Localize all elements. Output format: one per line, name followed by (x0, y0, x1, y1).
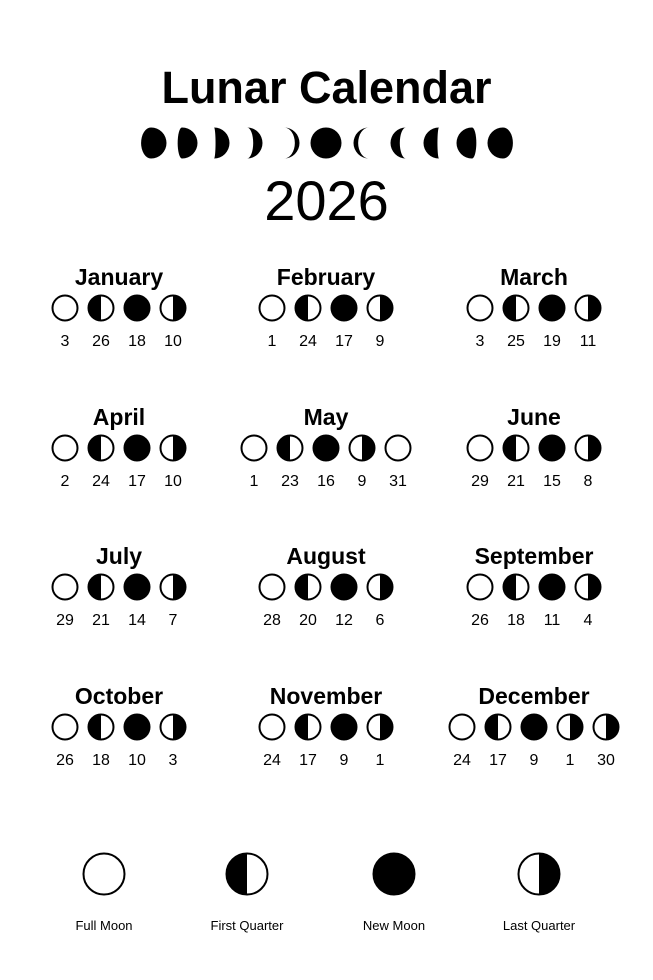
new-moon-icon (538, 294, 566, 322)
waxing-crescent-icon (457, 128, 477, 159)
last-quarter-icon (366, 573, 394, 601)
last-quarter-icon (159, 713, 187, 741)
first-quarter-icon (294, 294, 322, 322)
phase-date: 10 (164, 333, 182, 350)
last-quarter-icon (159, 294, 187, 322)
phase-dates-row (216, 611, 436, 631)
first-quarter-icon (87, 434, 115, 462)
first-quarter-icon (276, 434, 304, 462)
phase-date: 12 (335, 612, 353, 629)
new-moon-icon (324, 852, 464, 896)
moon-phase-row (424, 432, 644, 466)
waxing-crescent-icon (391, 128, 407, 159)
waxing-crescent-icon (354, 128, 370, 159)
legend-label: Full Moon (75, 918, 133, 933)
phase-date: 1 (565, 752, 575, 769)
phase-date: 2 (60, 473, 70, 490)
moon-phase-row (424, 711, 644, 745)
phase-date: 26 (56, 752, 74, 769)
first-quarter-icon (294, 713, 322, 741)
phase-date: 18 (92, 752, 110, 769)
phase-dates-row (216, 472, 436, 492)
phase-date: 7 (168, 612, 178, 629)
phase-date: 14 (128, 612, 146, 629)
month-name: January (74, 264, 164, 290)
new-moon-icon (330, 713, 358, 741)
moon-phase-row (9, 432, 229, 466)
phase-dates-row (424, 751, 644, 771)
full-moon-icon (258, 713, 286, 741)
phase-dates-row (9, 332, 229, 352)
first-quarter-icon (502, 573, 530, 601)
phase-date: 15 (543, 473, 561, 490)
first-quarter-icon (87, 294, 115, 322)
full-moon-icon (258, 294, 286, 322)
new-moon-icon (312, 434, 340, 462)
moon-phase-row (216, 292, 436, 326)
phase-date: 24 (453, 752, 471, 769)
last-quarter-icon (366, 713, 394, 741)
phase-date: 29 (471, 473, 489, 490)
full-moon-icon (258, 573, 286, 601)
phase-dates-row (9, 472, 229, 492)
phase-date: 18 (128, 333, 146, 350)
phase-date: 23 (281, 473, 299, 490)
phase-date: 8 (583, 473, 593, 490)
month-name: July (95, 543, 143, 569)
first-quarter-icon (87, 573, 115, 601)
month-name: September (474, 543, 594, 569)
full-moon-icon (51, 434, 79, 462)
month-name: April (92, 404, 146, 430)
phase-date: 31 (389, 473, 407, 490)
moon-phase-row (216, 571, 436, 605)
phase-date: 10 (164, 473, 182, 490)
new-moon-icon (538, 573, 566, 601)
phase-dates-row (424, 332, 644, 352)
first-quarter-icon (177, 852, 317, 896)
moon-phase-row (9, 292, 229, 326)
moon-phase-row (9, 571, 229, 605)
new-moon-icon (538, 434, 566, 462)
moon-phase-strip (0, 124, 653, 164)
waning-crescent-icon (141, 128, 166, 159)
legend-item-last (469, 852, 609, 934)
phase-date: 3 (475, 333, 485, 350)
new-moon-icon (123, 294, 151, 322)
full-moon-icon (51, 294, 79, 322)
phase-dates-row (424, 611, 644, 631)
last-quarter-icon (366, 294, 394, 322)
month-name: December (478, 683, 590, 709)
last-quarter-icon (159, 434, 187, 462)
phase-date: 21 (507, 473, 525, 490)
month-name: June (507, 404, 561, 430)
waning-crescent-icon (178, 128, 198, 159)
phase-date: 17 (489, 752, 507, 769)
phase-date: 11 (543, 612, 561, 629)
last-quarter-icon (556, 713, 584, 741)
new-moon-icon (330, 573, 358, 601)
phase-dates-row (9, 611, 229, 631)
moon-phase-row (424, 571, 644, 605)
phase-date: 29 (56, 612, 74, 629)
moon-phase-row (216, 432, 436, 466)
waning-crescent-icon (214, 128, 229, 159)
waning-crescent-icon (247, 128, 262, 159)
moon-phase-row (9, 711, 229, 745)
phase-date: 28 (263, 612, 281, 629)
phase-date: 9 (529, 752, 539, 769)
new-moon-icon (520, 713, 548, 741)
phase-date: 10 (128, 752, 146, 769)
moon-phase-row (216, 711, 436, 745)
phase-date: 17 (128, 473, 146, 490)
new-moon-icon (123, 573, 151, 601)
legend-item-first (177, 852, 317, 934)
last-quarter-icon (574, 294, 602, 322)
full-moon-icon (34, 852, 174, 896)
phase-date: 16 (317, 473, 335, 490)
legend-label: New Moon (362, 918, 426, 933)
phase-date: 17 (335, 333, 353, 350)
new-moon-icon (123, 713, 151, 741)
month-name: March (500, 264, 568, 290)
phase-date: 25 (507, 333, 525, 350)
full-moon-icon (448, 713, 476, 741)
phase-date: 11 (579, 333, 597, 350)
legend-item-full (34, 852, 174, 934)
phase-date: 1 (267, 333, 277, 350)
phase-date: 1 (375, 752, 385, 769)
phase-date: 9 (339, 752, 349, 769)
phase-date: 30 (597, 752, 615, 769)
calendar-title: Lunar Calendar (161, 62, 492, 113)
month-name: May (303, 404, 349, 430)
phase-date: 24 (299, 333, 317, 350)
last-quarter-icon (574, 573, 602, 601)
month-name: November (269, 683, 383, 709)
moon-phase-row (424, 292, 644, 326)
full-moon-icon (240, 434, 268, 462)
first-quarter-icon (502, 434, 530, 462)
legend-label: Last Quarter (502, 918, 576, 933)
phase-date: 19 (543, 333, 561, 350)
calendar-year: 2026 (264, 169, 389, 232)
phase-date: 26 (471, 612, 489, 629)
waxing-crescent-icon (424, 128, 440, 159)
first-quarter-icon (87, 713, 115, 741)
waxing-crescent-icon (487, 128, 512, 159)
first-quarter-icon (502, 294, 530, 322)
full-moon-icon (384, 434, 412, 462)
first-quarter-icon (294, 573, 322, 601)
month-name: October (74, 683, 164, 709)
legend-item-new (324, 852, 464, 934)
phase-date: 26 (92, 333, 110, 350)
phase-date: 6 (375, 612, 385, 629)
phase-date: 9 (375, 333, 385, 350)
phase-dates-row (424, 472, 644, 492)
last-quarter-icon (592, 713, 620, 741)
last-quarter-icon (574, 434, 602, 462)
phase-dates-row (216, 332, 436, 352)
phase-dates-row (9, 751, 229, 771)
full-moon-icon (466, 294, 494, 322)
phase-date: 17 (299, 752, 317, 769)
new-moon-icon (311, 128, 342, 159)
new-moon-icon (330, 294, 358, 322)
full-moon-icon (466, 434, 494, 462)
last-quarter-icon (469, 852, 609, 896)
phase-date: 21 (92, 612, 110, 629)
full-moon-icon (51, 713, 79, 741)
full-moon-icon (466, 573, 494, 601)
phase-date: 9 (357, 473, 367, 490)
phase-date: 24 (263, 752, 281, 769)
phase-date: 18 (507, 612, 525, 629)
last-quarter-icon (348, 434, 376, 462)
phase-date: 3 (60, 333, 70, 350)
month-name: February (276, 264, 376, 290)
phase-date: 4 (583, 612, 593, 629)
new-moon-icon (123, 434, 151, 462)
legend-label: First Quarter (210, 918, 284, 933)
full-moon-icon (51, 573, 79, 601)
month-name: August (286, 543, 366, 569)
first-quarter-icon (484, 713, 512, 741)
phase-date: 24 (92, 473, 110, 490)
phase-dates-row (216, 751, 436, 771)
phase-date: 1 (249, 473, 259, 490)
waning-crescent-icon (284, 128, 300, 159)
last-quarter-icon (159, 573, 187, 601)
phase-date: 3 (168, 752, 178, 769)
phase-date: 20 (299, 612, 317, 629)
